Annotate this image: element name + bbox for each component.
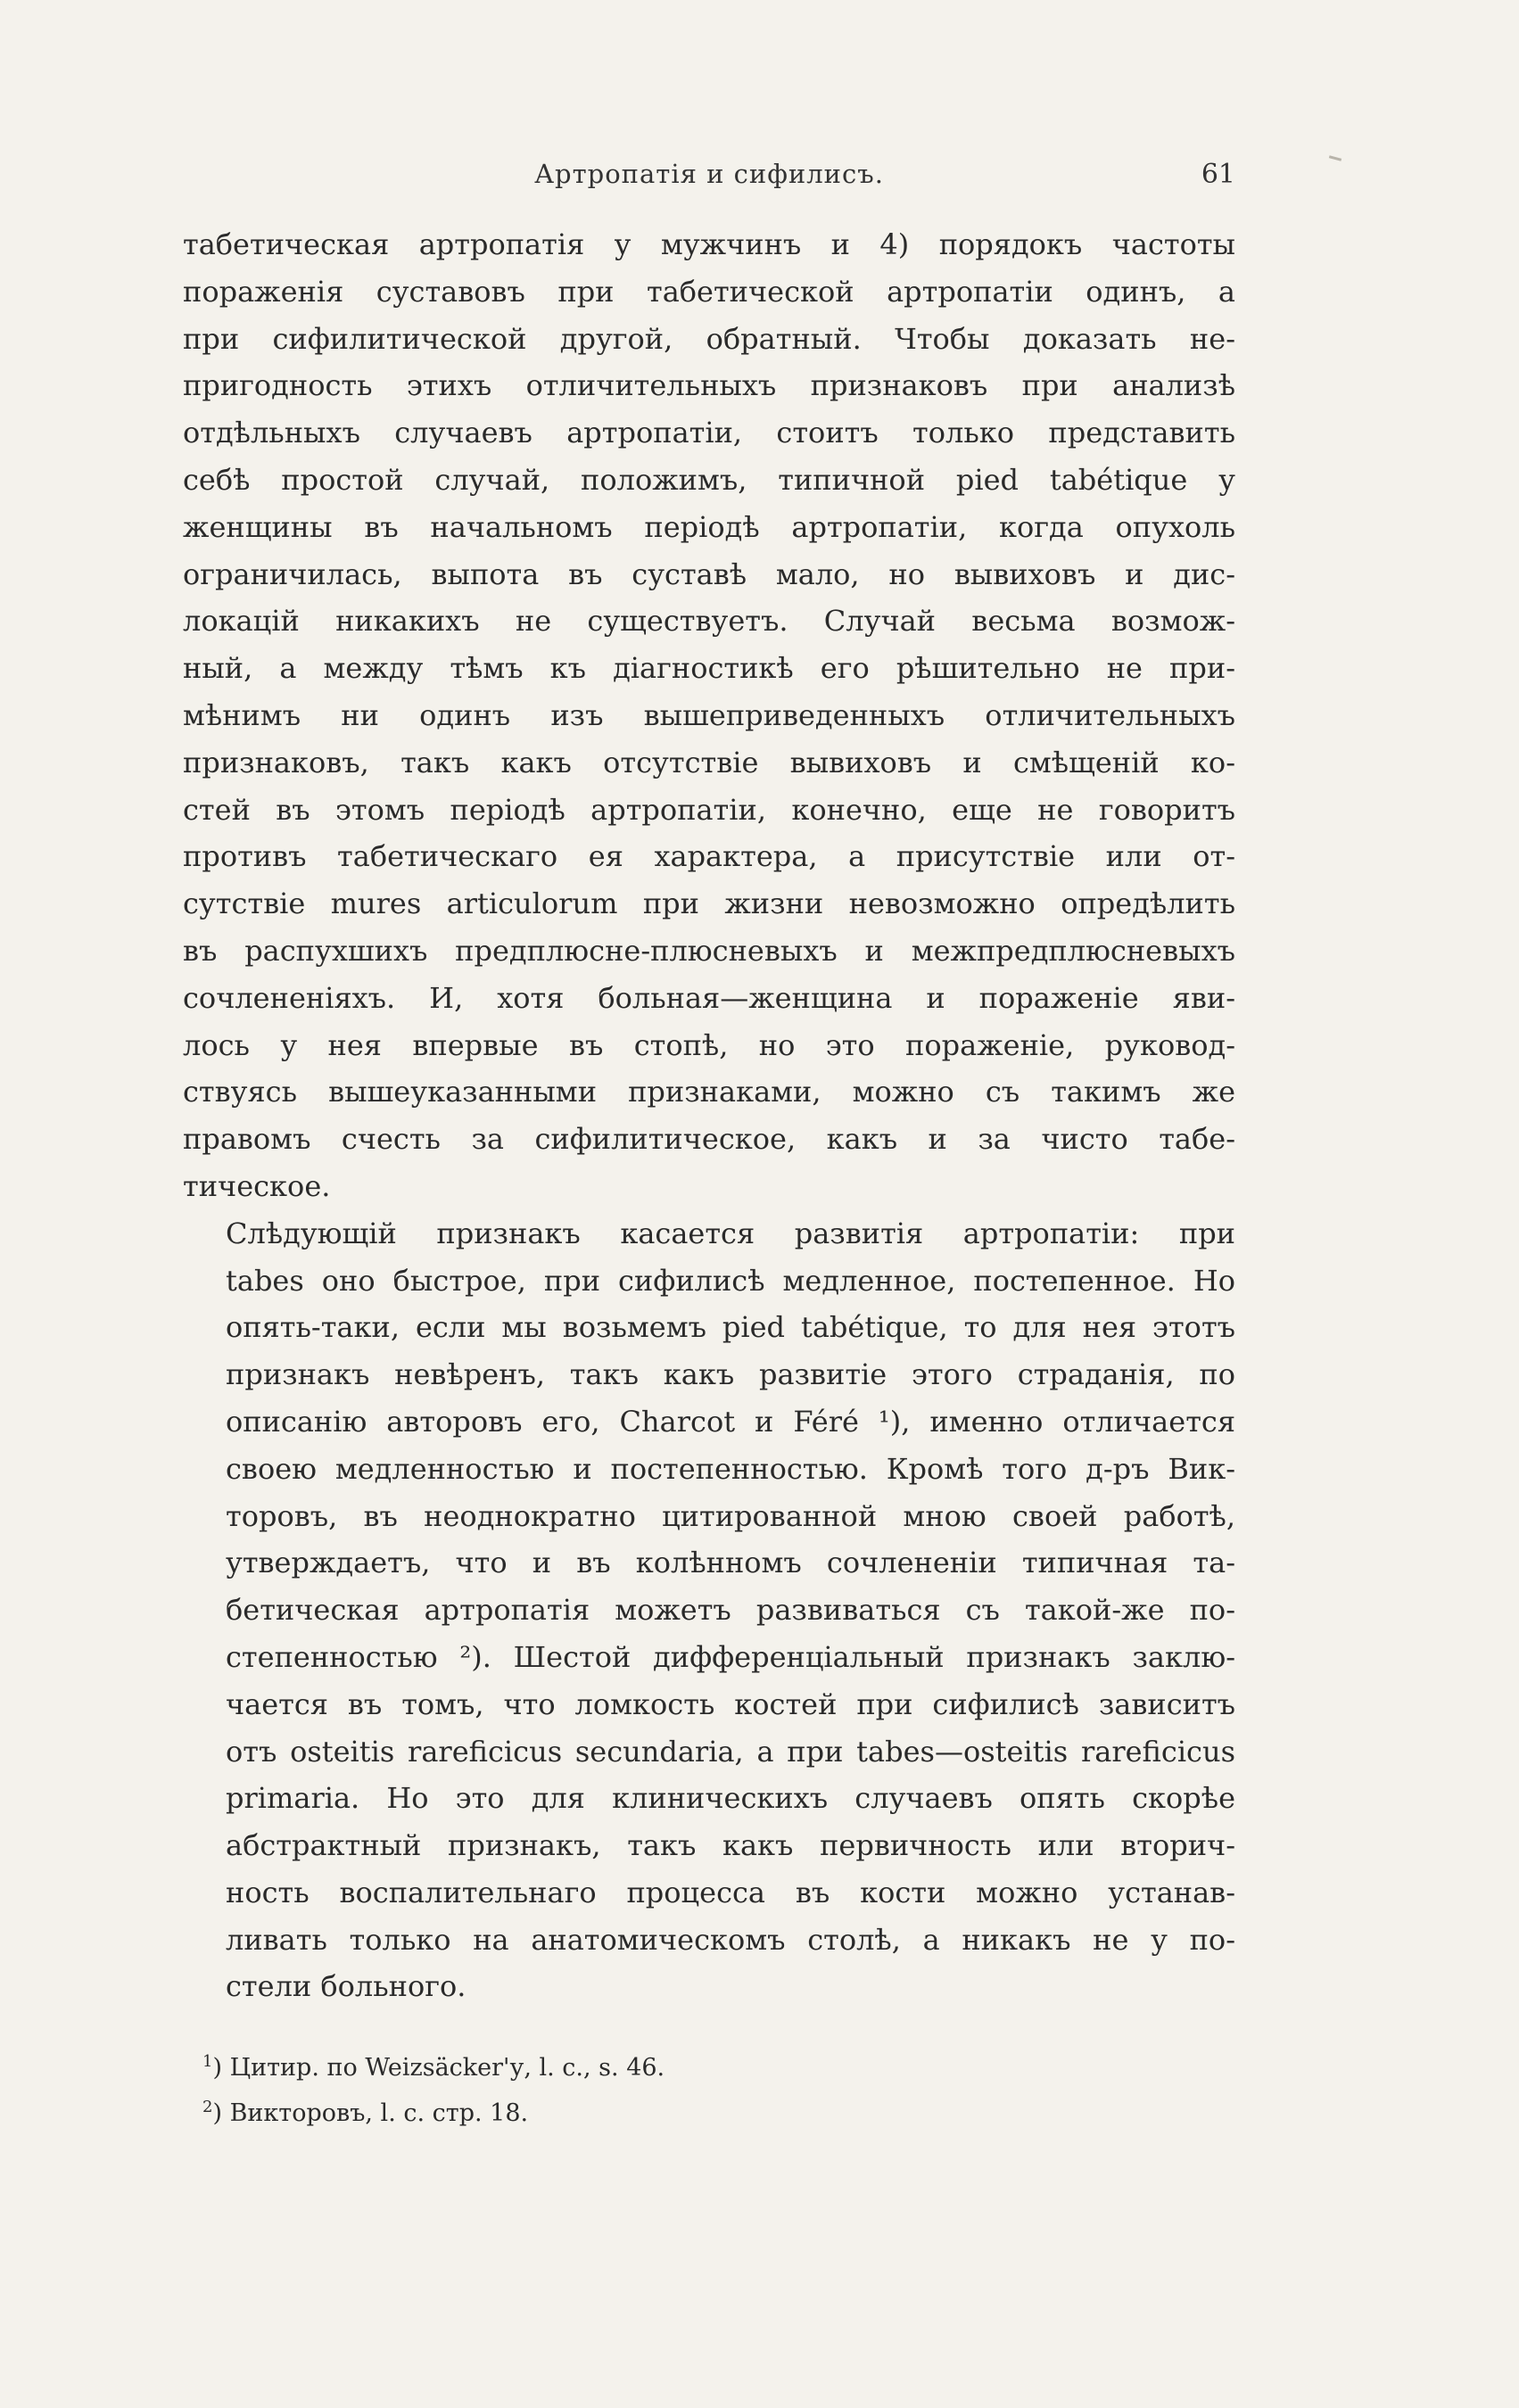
running-head: [183, 159, 1235, 194]
text-line: сутствіе mures articulorum при жизни невозможно опредѣлить: [183, 887, 1235, 921]
footnote-marker: 2: [202, 2098, 213, 2116]
text-line: ограничилась, выпота въ суставѣ мало, но вывиховъ и дис-: [183, 557, 1235, 591]
text-line: лось у нея впервые въ стопѣ, но это пораженіе, руковод-: [183, 1027, 1235, 1062]
text-line: ливать только на анатомическомъ столѣ, а никакъ не у по-: [226, 1922, 1235, 1957]
text-line: правомъ счесть за сифилитическое, какъ и за чисто табе-: [183, 1122, 1235, 1157]
text-line: ность воспалительнаго процесса въ кости можно устанав-: [226, 1875, 1235, 1909]
text-line: въ распухшихъ предплюсне-плюсневыхъ и межпредплюсневыхъ: [183, 933, 1235, 968]
page-number: 61: [1201, 159, 1235, 190]
text-line: Слѣдующій признакъ касается развитія артропатіи: при: [226, 1216, 1235, 1250]
footnotes: [183, 2042, 1235, 2133]
text-line: степенностью ²). Шестой дифференціальный признакъ заклю-: [226, 1639, 1235, 1674]
text-line: своею медленностью и постепенностью. Кромѣ того д-ръ Вик-: [226, 1451, 1235, 1486]
text-line: стей въ этомъ періодѣ артропатіи, конечно, еще не говоритъ: [183, 792, 1235, 827]
text-line: описанію авторовъ его, Charcot и Féré ¹), именно отличается: [226, 1404, 1235, 1439]
text-line: опять-таки, если мы возьмемъ pied tabétique, то для нея этотъ: [226, 1310, 1235, 1345]
text-line: локацій никакихъ не существуетъ. Случай весьма возмож-: [183, 604, 1235, 639]
footnote-text: ) Викторовъ, l. c. стр. 18.: [212, 2099, 529, 2127]
text-line: пригодность этихъ отличительныхъ признаковъ при анализѣ: [183, 368, 1235, 403]
paragraph: [183, 221, 1235, 1210]
text-line: абстрактный признакъ, такъ какъ первичность или вторич-: [226, 1828, 1235, 1863]
text-line: tabes оно быстрое, при сифилисѣ медленное, постепенное. Но: [226, 1263, 1235, 1298]
footnote-text: ) Цитир. по Weizsäcker'у, l. c., s. 46.: [212, 2054, 665, 2082]
text-line: отъ osteitis rareficicus secundaria, а при tabes—osteitis rareficicus: [226, 1734, 1235, 1769]
text-line: мѣнимъ ни одинъ изъ вышеприведенныхъ отличительныхъ: [183, 697, 1235, 732]
text-line: табетическая артропатія у мужчинъ и 4) порядокъ частоты: [183, 227, 1235, 261]
text-line: ствуясь вышеуказанными признаками, можно съ такимъ же: [183, 1075, 1235, 1109]
body-text: [183, 221, 1235, 2010]
running-title: Артропатія и сифилисъ.: [534, 159, 884, 189]
text-line: женщины въ начальномъ періодѣ артропатіи, когда опухоль: [183, 509, 1235, 544]
text-line: отдѣльныхъ случаевъ артропатіи, стоитъ только представить: [183, 416, 1235, 450]
text-line: ный, а между тѣмъ къ діагностикѣ его рѣшительно не при-: [183, 651, 1235, 686]
print-mark: [1329, 155, 1342, 161]
footnote: [183, 2042, 1235, 2088]
text-line: признаковъ, такъ какъ отсутствіе вывиховъ и смѣщеній ко-: [183, 745, 1235, 779]
text-line: утверждаетъ, что и въ колѣнномъ сочлененіи типичная та-: [226, 1546, 1235, 1580]
text-line: стели больного.: [226, 1969, 466, 2004]
text-line: primaria. Но это для клиническихъ случаевъ опять скорѣе: [226, 1781, 1235, 1816]
text-line: признакъ невѣренъ, такъ какъ развитіе этого страданія, по: [226, 1357, 1235, 1392]
text-line: себѣ простой случай, положимъ, типичной pied tabétique у: [183, 462, 1235, 497]
footnote-marker: 1: [202, 2052, 213, 2071]
text-line: чается въ томъ, что ломкость костей при сифилисѣ зависитъ: [226, 1686, 1235, 1721]
footnote: [183, 2088, 1235, 2133]
text-line: пораженія суставовъ при табетической артропатіи одинъ, а: [183, 274, 1235, 309]
text-line: торовъ, въ неоднократно цитированной мною своей работѣ,: [226, 1498, 1235, 1533]
text-line: при сифилитической другой, обратный. Чтобы доказать не-: [183, 321, 1235, 356]
text-line: сочлененіяхъ. И, хотя больная—женщина и пораженіе яви-: [183, 980, 1235, 1015]
paragraph: [183, 1210, 1235, 2011]
text-line: тическое.: [183, 1168, 331, 1203]
text-line: бетическая артропатія можетъ развиваться съ такой-же по-: [226, 1593, 1235, 1628]
text-line: противъ табетическаго ея характера, а присутствіе или от-: [183, 839, 1235, 874]
